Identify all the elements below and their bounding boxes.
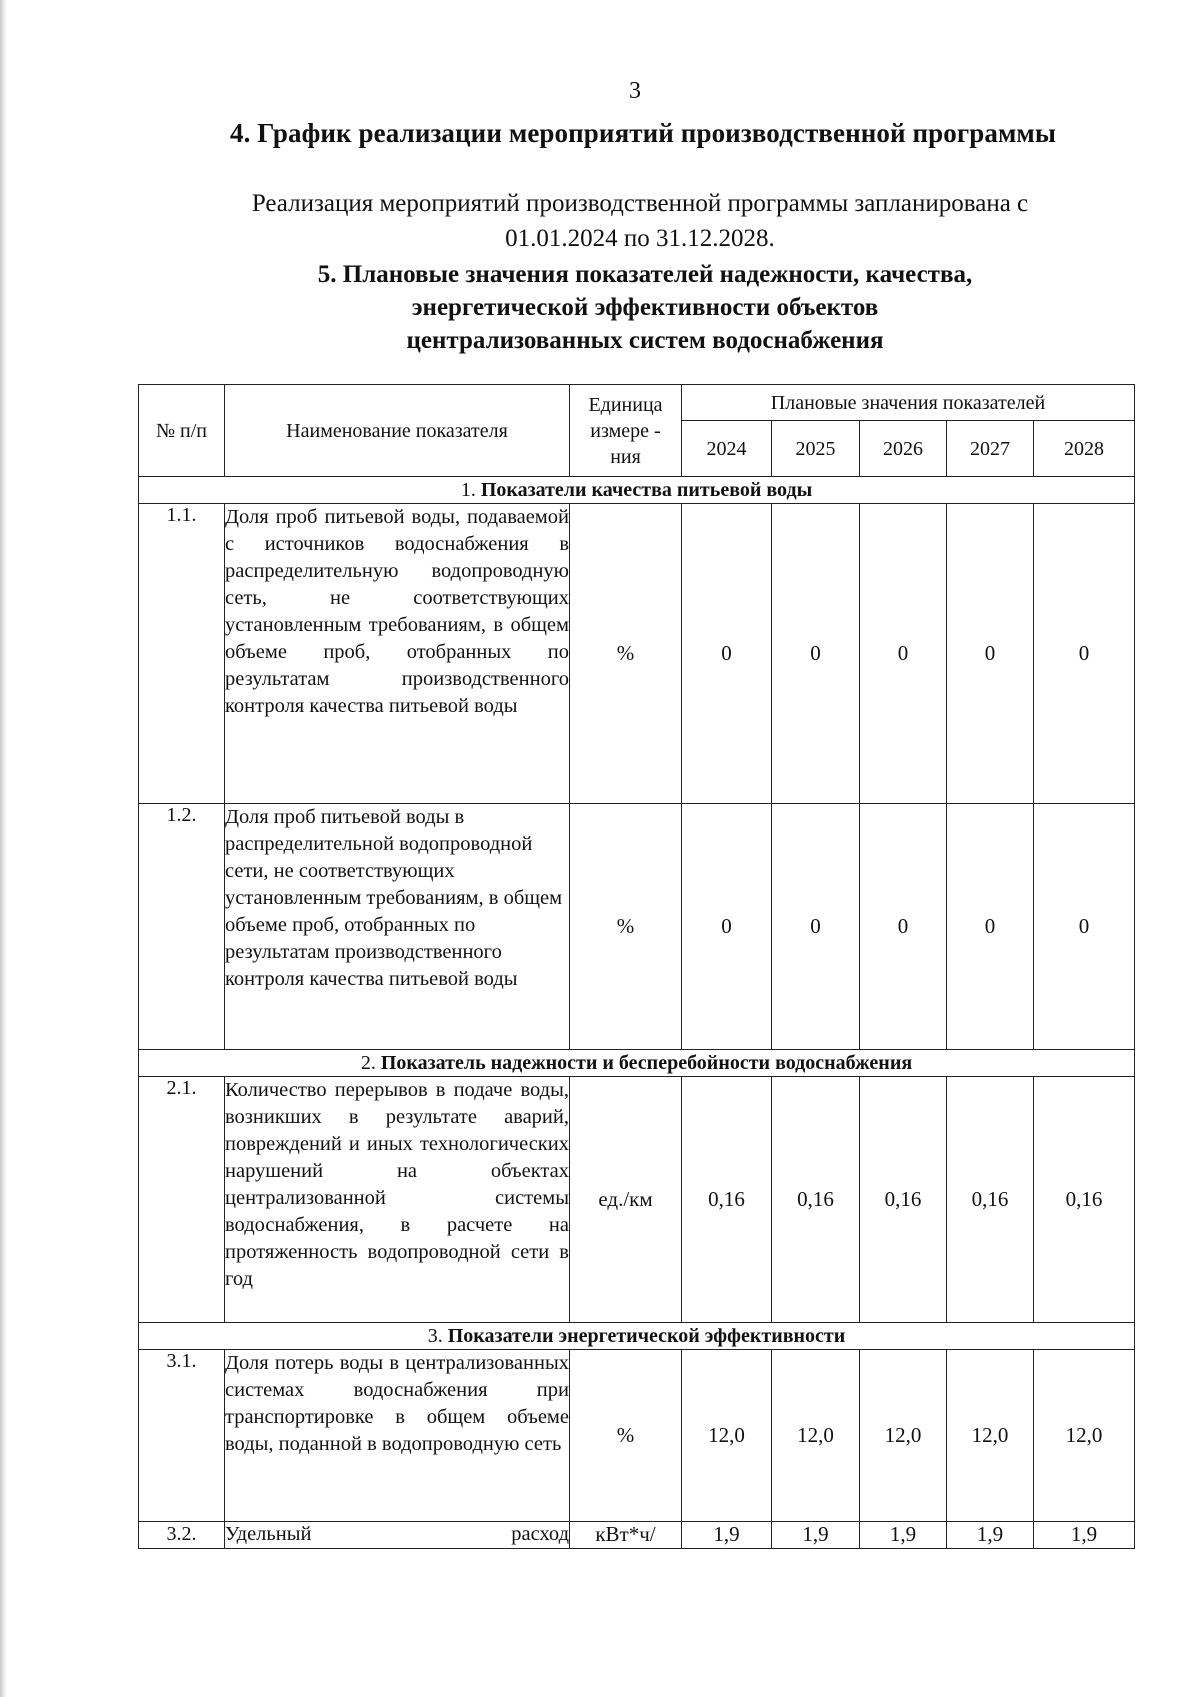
- table-row: [139, 1077, 1135, 1323]
- value-cell: 0,16: [1034, 1077, 1135, 1323]
- header-unit: Единица измере - ния: [570, 385, 682, 477]
- indicator-name: Доля проб питьевой воды, подаваемой с источников водоснабжения в распределительную водопроводную сеть, не соответствующих установленным требованиям, в общем объеме проб, отобранных по результатам производственного контроля качества питьевой воды: [225, 504, 570, 804]
- header-num: № п/п: [139, 385, 225, 477]
- section-5-heading-line1: 5. Плановые значения показателей надежности, качества,: [317, 261, 973, 288]
- value-cell: 12,0: [947, 1350, 1034, 1522]
- table-row: [139, 1350, 1135, 1522]
- value-cell: 0: [860, 804, 947, 1050]
- value-cell: 0: [682, 804, 772, 1050]
- value-cell: 0: [682, 504, 772, 804]
- section-number: 1.: [460, 479, 476, 501]
- header-plan: Плановые значения показателей: [682, 385, 1135, 421]
- scan-edge: [0, 0, 7, 1697]
- row-number: 1.2.: [139, 804, 225, 1050]
- header-year: 2025: [772, 421, 860, 477]
- section-row: [139, 1050, 1135, 1077]
- table-row: [139, 1522, 1135, 1549]
- section-4-text: Реализация мероприятий производственной программы запланирована с 01.01.2024 по 31.12.2028.: [251, 190, 1029, 252]
- section-number: 3.: [427, 1325, 443, 1347]
- unit-cell: ед./км: [570, 1077, 682, 1323]
- value-cell: 1,9: [860, 1522, 947, 1549]
- value-cell: 0: [772, 804, 860, 1050]
- section-5-heading: [230, 258, 1060, 357]
- value-cell: 1,9: [772, 1522, 860, 1549]
- value-cell: 0: [1034, 804, 1135, 1050]
- section-title: Показатель надежности и бесперебойности водоснабжения: [380, 1052, 913, 1074]
- section-row: [139, 1323, 1135, 1350]
- table-row: [139, 504, 1135, 804]
- row-number: 3.1.: [139, 1350, 225, 1522]
- value-cell: 1,9: [682, 1522, 772, 1549]
- value-cell: 0: [947, 804, 1034, 1050]
- page-number: 3: [629, 78, 641, 104]
- row-number: 1.1.: [139, 504, 225, 804]
- value-cell: 12,0: [1034, 1350, 1135, 1522]
- value-cell: 12,0: [682, 1350, 772, 1522]
- indicator-name: Доля потерь воды в централизованных системах водоснабжения при транспортировке в общем объеме воды, поданной в водопроводную сеть: [225, 1350, 570, 1522]
- header-name: Наименование показателя: [225, 385, 570, 477]
- indicator-name: Доля проб питьевой воды в распределительной водопроводной сети, не соответствующих установленным требованиям, в общем объеме проб, отобранных по результатам производственного контроля качества питьевой воды: [225, 804, 570, 1050]
- section-number: 2.: [360, 1052, 376, 1074]
- value-cell: 0: [860, 504, 947, 804]
- value-cell: 0,16: [947, 1077, 1034, 1323]
- header-year: 2024: [682, 421, 772, 477]
- section-5-heading-line2: энергетической эффективности объектов: [411, 294, 879, 321]
- header-year: 2027: [947, 421, 1034, 477]
- indicator-name: Удельный расход: [225, 1522, 570, 1549]
- unit-cell: %: [570, 804, 682, 1050]
- section-4-heading: 4. График реализации мероприятий производственной программы: [230, 118, 1057, 148]
- row-number: 3.2.: [139, 1522, 225, 1549]
- value-cell: 1,9: [1034, 1522, 1135, 1549]
- indicators-table: [138, 384, 1135, 1549]
- section-title: Показатели энергетической эффективности: [447, 1325, 846, 1347]
- header-year: 2026: [860, 421, 947, 477]
- unit-cell: %: [570, 504, 682, 804]
- value-cell: 0: [772, 504, 860, 804]
- value-cell: 12,0: [772, 1350, 860, 1522]
- unit-cell: %: [570, 1350, 682, 1522]
- section-row: [139, 477, 1135, 504]
- value-cell: 0,16: [860, 1077, 947, 1323]
- value-cell: 12,0: [860, 1350, 947, 1522]
- value-cell: 0: [1034, 504, 1135, 804]
- unit-cell: кВт*ч/: [570, 1522, 682, 1549]
- header-year: 2028: [1034, 421, 1135, 477]
- section-title: Показатели качества питьевой воды: [480, 479, 813, 501]
- table-row: [139, 804, 1135, 1050]
- indicator-name: Количество перерывов в подаче воды, возникших в результате аварий, повреждений и иных технологических нарушений на объектах централизованной системы водоснабжения, в расчете на протяженность водопроводной сети в год: [225, 1077, 570, 1323]
- value-cell: 1,9: [947, 1522, 1034, 1549]
- value-cell: 0,16: [772, 1077, 860, 1323]
- section-5-heading-line3: централизованных систем водоснабжения: [406, 327, 884, 354]
- row-number: 2.1.: [139, 1077, 225, 1323]
- value-cell: 0,16: [682, 1077, 772, 1323]
- value-cell: 0: [947, 504, 1034, 804]
